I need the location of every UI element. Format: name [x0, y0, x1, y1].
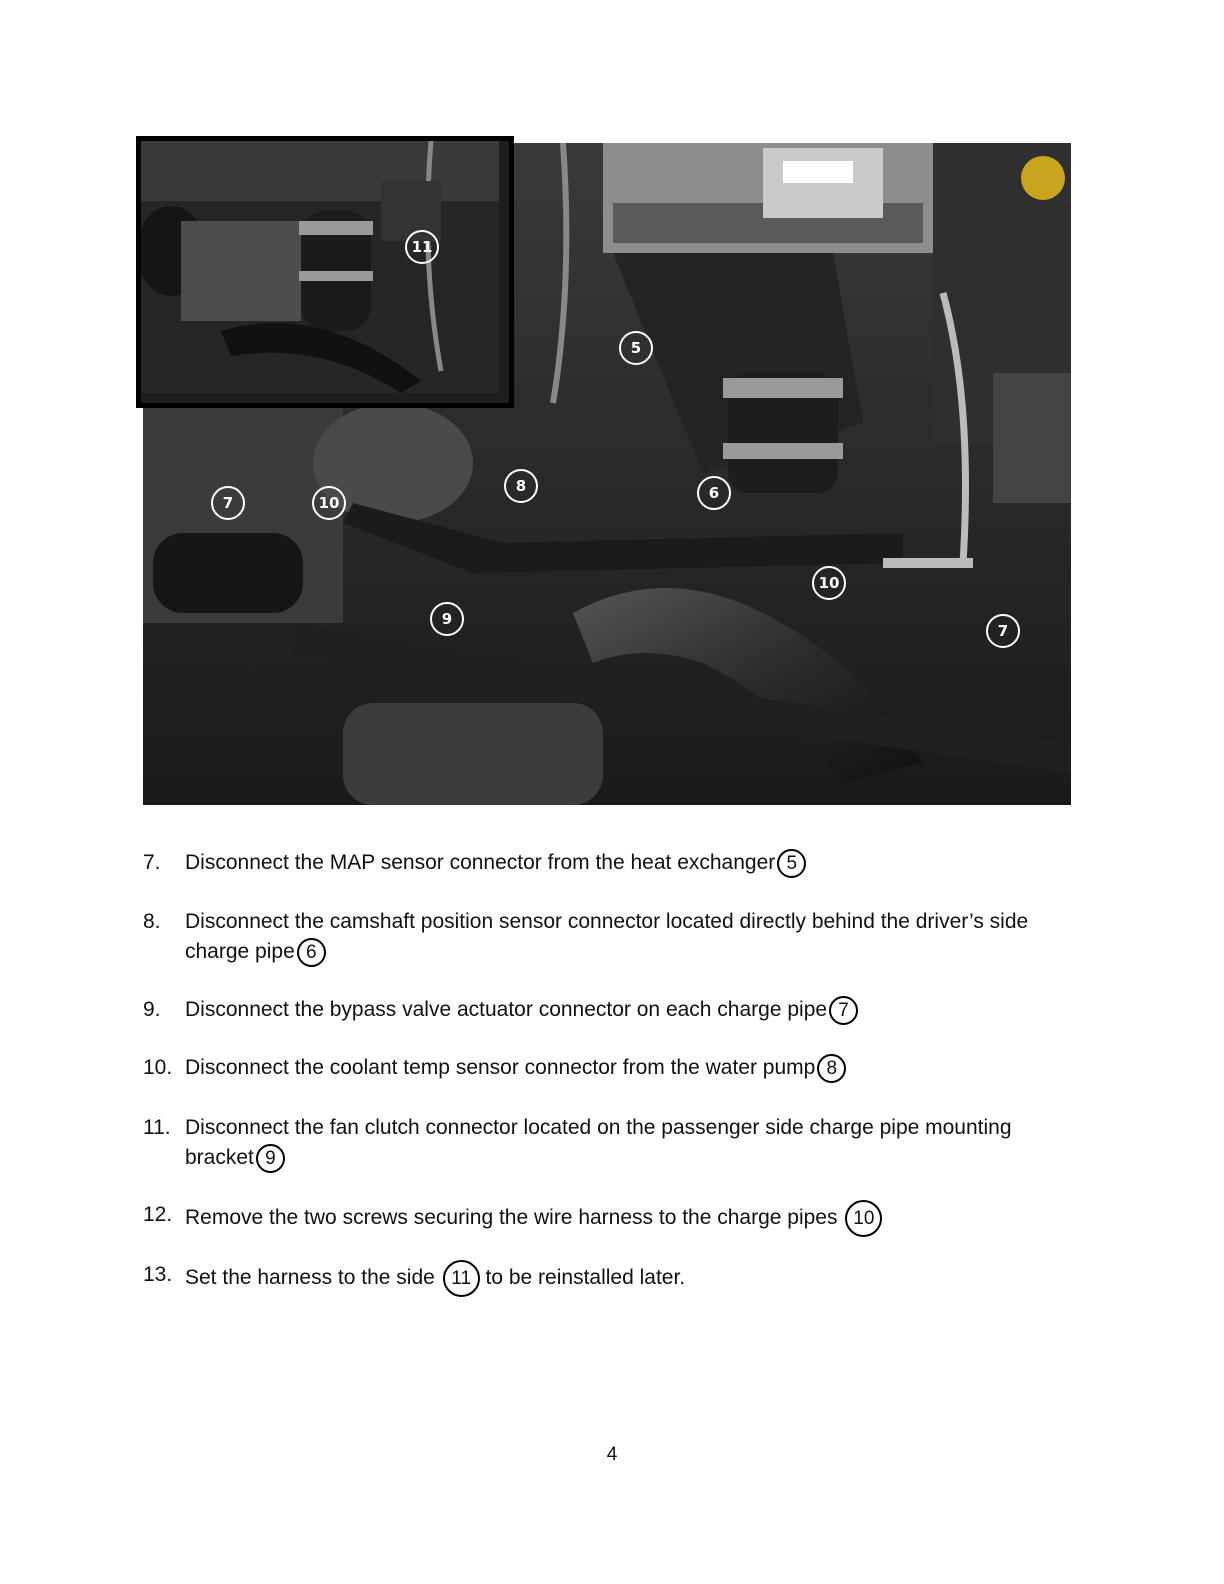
photo-callout-7-left: 7 [211, 486, 245, 520]
reference-callout: 10 [845, 1200, 882, 1237]
photo-callout-11: 11 [405, 230, 439, 264]
step-number: 7. [143, 851, 161, 874]
step-number: 9. [143, 998, 161, 1021]
photo-callout-9: 9 [430, 602, 464, 636]
step-text: Disconnect the MAP sensor connector from the heat exchanger [185, 851, 776, 874]
reference-callout: 11 [443, 1260, 480, 1297]
step-number: 12. [143, 1203, 173, 1226]
reference-callout: 9 [256, 1144, 285, 1173]
step-text: Disconnect the fan clutch connector located on the passenger side charge pipe mounting bracket [185, 1116, 1012, 1169]
page-number: 4 [606, 1444, 618, 1465]
photo-callout-10-left: 10 [312, 486, 346, 520]
step-text: Disconnect the bypass valve actuator connector on each charge pipe [185, 998, 828, 1021]
inset-illustration [141, 141, 499, 393]
step-text-continued: to be reinstalled later. [485, 1266, 686, 1290]
photo-callout-8: 8 [504, 469, 538, 503]
step-text: Set the harness to the side [185, 1266, 435, 1290]
photo-callout-10-right: 10 [812, 566, 846, 600]
step-number: 13. [143, 1263, 173, 1286]
photo-callout-5: 5 [619, 331, 653, 365]
photo-callout-7-right: 7 [986, 614, 1020, 648]
step-text: Disconnect the coolant temp sensor connector from the water pump [185, 1056, 816, 1079]
step-number: 11. [143, 1116, 171, 1139]
reference-callout: 8 [817, 1054, 846, 1083]
photo-callout-6: 6 [697, 476, 731, 510]
step-text: Remove the two screws securing the wire harness to the charge pipes [185, 1206, 838, 1230]
inset-photo [136, 136, 514, 408]
step-number: 10. [143, 1056, 173, 1079]
reference-callout: 5 [777, 849, 806, 878]
step-text: Disconnect the camshaft position sensor connector located directly behind the driver’s side charge pipe [185, 910, 1029, 963]
step-number: 8. [143, 910, 161, 933]
reference-callout: 7 [829, 996, 858, 1025]
reference-callout: 6 [297, 938, 326, 967]
